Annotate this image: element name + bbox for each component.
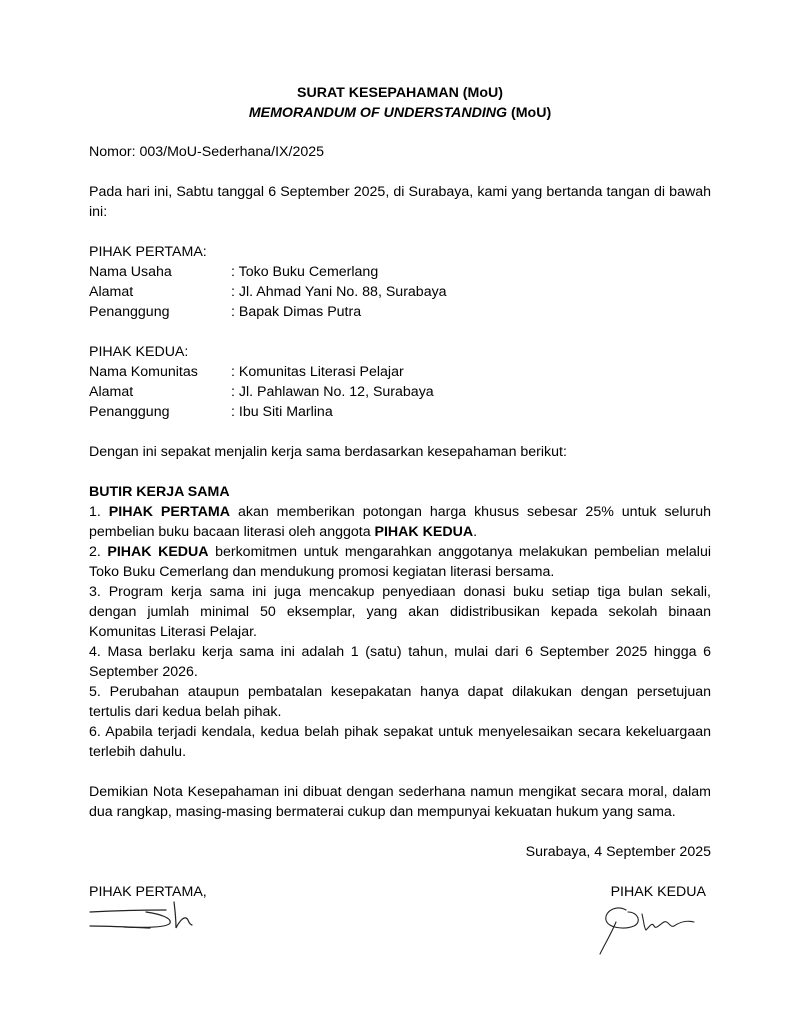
point-item: 5. Perubahan ataupun pembatalan kesepakatan hanya dapat dilakukan dengan persetujuan tertulis dari kedua belah pihak.	[89, 684, 711, 720]
point-text: .	[473, 524, 478, 540]
row-value: : Komunitas Literasi Pelajar	[231, 364, 404, 380]
point-party-bold: PIHAK KEDUA	[107, 544, 209, 560]
row-label: Nama Usaha	[89, 264, 172, 280]
party-two-row	[89, 362, 711, 382]
point-party-bold: PIHAK KEDUA	[374, 524, 474, 540]
party-two-heading: PIHAK KEDUA:	[89, 344, 189, 360]
row-label: Nama Komunitas	[89, 364, 198, 380]
point-text: berkomitmen untuk mengarahkan anggotanya melakukan pembelian melalui Toko Buku Cemerlang dan mendukung promosi kegiatan literasi bersama.	[89, 544, 711, 580]
point-item: 4. Masa berlaku kerja sama ini adalah 1 (satu) tahun, mulai dari 6 September 2025 hingga 6 September 2026.	[89, 644, 711, 680]
opening-paragraph: Pada hari ini, Sabtu tanggal 6 September 2025, di Surabaya, kami yang bertanda tangan di bawah ini:	[89, 184, 711, 220]
document-title: SURAT KESEPAHAMAN (MoU)	[297, 85, 503, 101]
row-label: Alamat	[89, 284, 134, 300]
point-text: akan memberikan potongan harga khusus sebesar 25% untuk seluruh pembelian buku bacaan literasi oleh anggota	[89, 504, 711, 540]
document-subtitle	[89, 103, 711, 123]
closing-paragraph: Demikian Nota Kesepahaman ini dibuat dengan sederhana namun mengikat secara moral, dalam dua rangkap, masing-masing bermaterai cukup dan mempunyai kekuatan hukum yang sama.	[89, 784, 711, 820]
place-date: Surabaya, 4 September 2025	[525, 844, 711, 860]
point-party-bold: PIHAK PERTAMA	[108, 504, 230, 520]
document-number: Nomor: 003/MoU-Sederhana/IX/2025	[89, 144, 325, 160]
point-item	[89, 502, 711, 542]
row-label: Penanggung	[89, 404, 170, 420]
subtitle-rest: (MoU)	[507, 105, 552, 121]
agreement-intro: Dengan ini sepakat menjalin kerja sama berdasarkan kesepahaman berikut:	[89, 444, 567, 460]
row-value: : Jl. Ahmad Yani No. 88, Surabaya	[231, 284, 447, 300]
signature-labels	[89, 882, 711, 902]
party-two-block	[89, 342, 711, 422]
party-one-row	[89, 302, 711, 322]
party-two-row	[89, 382, 711, 402]
subtitle-italic: MEMORANDUM OF UNDERSTANDING	[248, 105, 508, 121]
point-item	[89, 542, 711, 582]
party-one-signature	[88, 900, 208, 940]
party-two-signature-label: PIHAK KEDUA	[610, 884, 706, 900]
point-item: 3. Program kerja sama ini juga mencakup penyediaan donasi buku setiap tiga bulan sekali, dengan jumlah minimal 50 eksemplar, yang akan didistribusikan kepada sekolah binaan Komunitas Literasi Pelajar.	[89, 584, 711, 640]
party-one-block	[89, 242, 711, 322]
points-heading: BUTIR KERJA SAMA	[89, 484, 230, 500]
party-two-row	[89, 402, 711, 422]
row-value: : Jl. Pahlawan No. 12, Surabaya	[231, 384, 434, 400]
party-one-heading: PIHAK PERTAMA:	[89, 244, 207, 260]
row-label: Alamat	[89, 384, 134, 400]
row-label: Penanggung	[89, 304, 170, 320]
party-one-row	[89, 282, 711, 302]
row-value: : Toko Buku Cemerlang	[231, 264, 379, 280]
party-two-signature	[594, 900, 709, 956]
party-one-row	[89, 262, 711, 282]
point-number: 2.	[89, 544, 108, 560]
point-item: 6. Apabila terjadi kendala, kedua belah pihak sepakat untuk menyelesaikan secara kekeluargaan terlebih dahulu.	[89, 724, 711, 760]
document-page	[89, 83, 711, 902]
party-one-signature-label: PIHAK PERTAMA,	[89, 884, 207, 900]
row-value: : Bapak Dimas Putra	[231, 304, 362, 320]
row-value: : Ibu Siti Marlina	[231, 404, 333, 420]
point-number: 1.	[89, 504, 109, 520]
